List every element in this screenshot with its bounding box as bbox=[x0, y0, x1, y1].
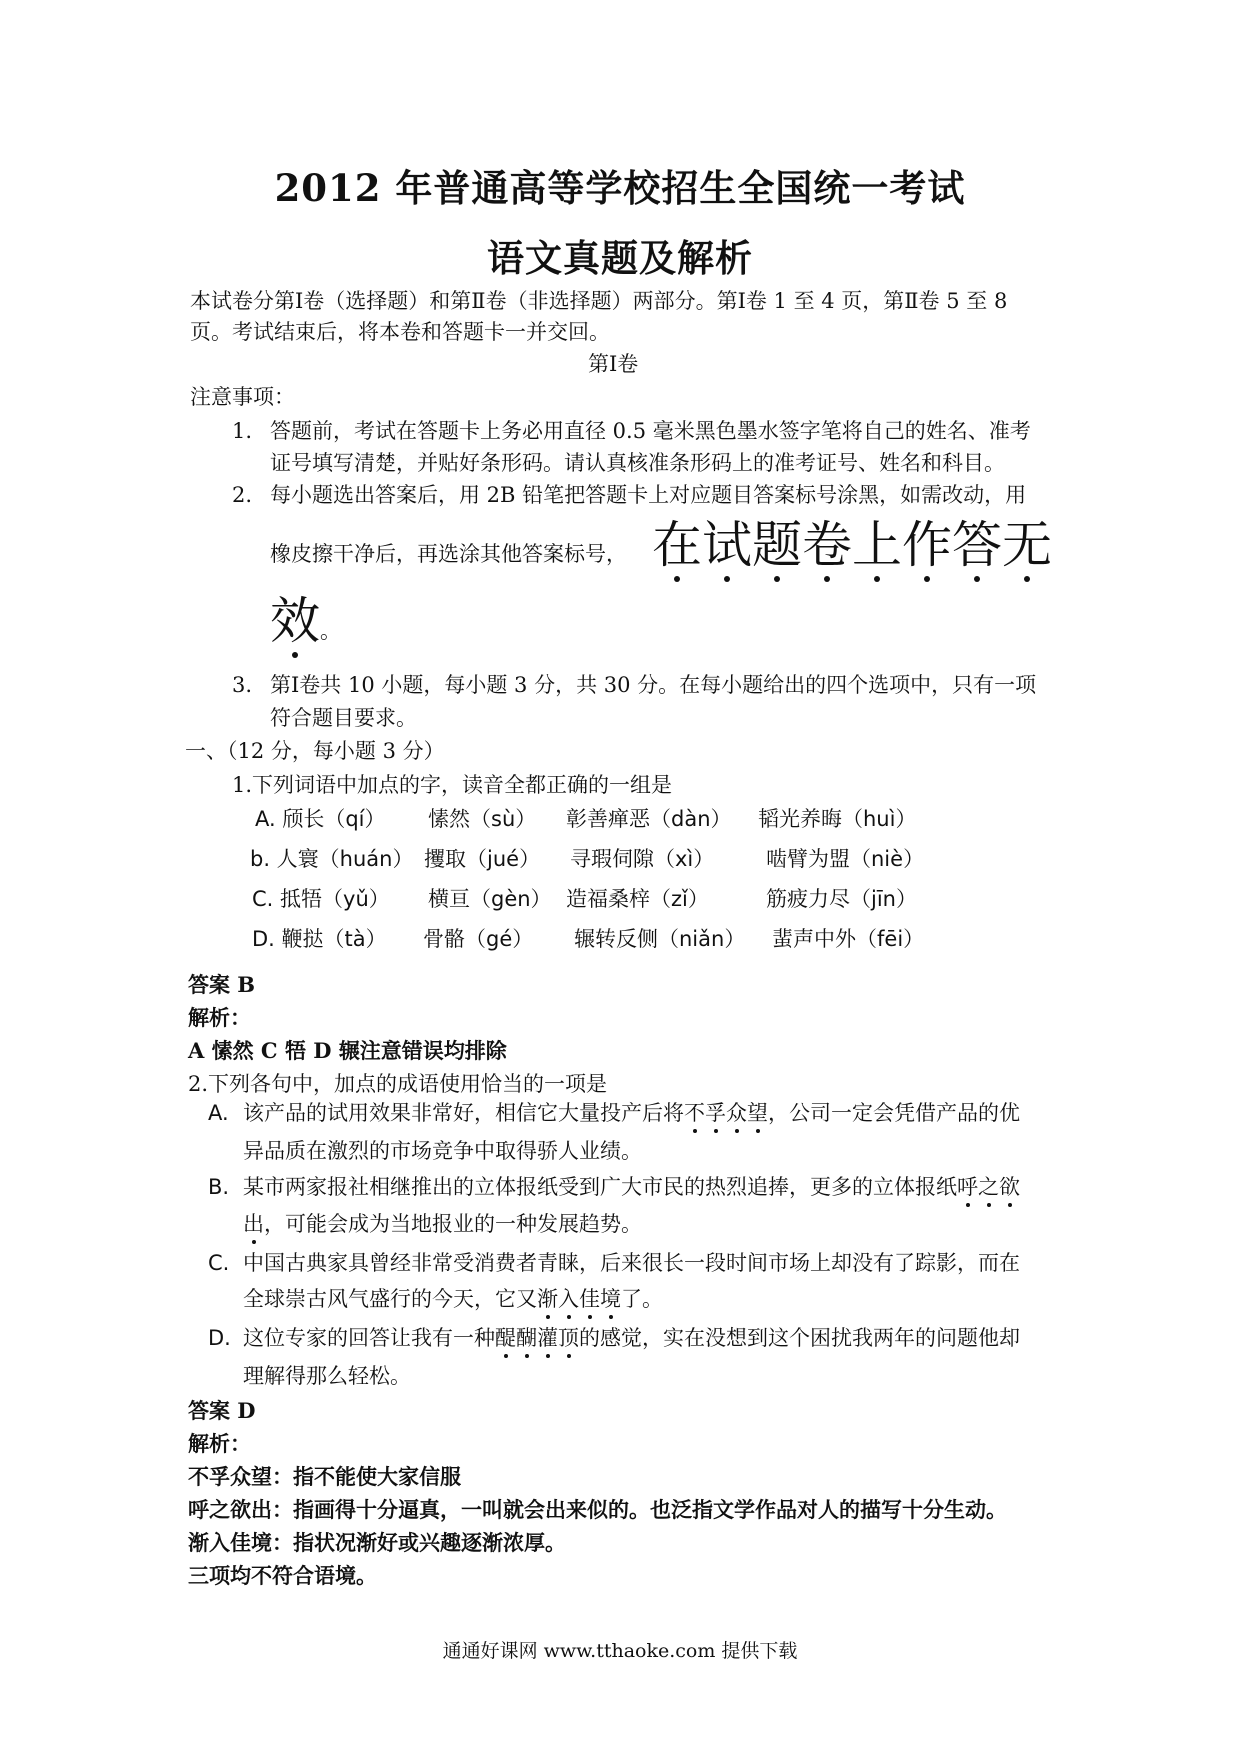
page-subtitle: 语文真题及解析 bbox=[487, 236, 753, 280]
q1-analysis-label: 解析： bbox=[188, 1005, 251, 1030]
page-footer: 通通好课网 www.tthaoke.com 提供下载 bbox=[442, 1640, 798, 1662]
q1-option-d-4: 蜚声中外（fēi） bbox=[772, 927, 925, 951]
q1-option-c-1: C. 抵牾（yǔ） bbox=[252, 887, 390, 911]
intro-line-1: 本试卷分第Ⅰ卷（选择题）和第Ⅱ卷（非选择题）两部分。第Ⅰ卷 1 至 4 页，第Ⅱ卷 5 至 8 bbox=[190, 289, 1008, 313]
emphasis-char: 效 bbox=[270, 592, 320, 650]
q1-option-d-3: 辗转反侧（niǎn） bbox=[574, 927, 746, 951]
q1-option-b-1: b. 人寰（huán） bbox=[250, 847, 414, 871]
note-2-number: 2. bbox=[232, 483, 253, 507]
q2-analysis-line-4: 三项均不符合语境。 bbox=[188, 1563, 377, 1588]
q2-answer: 答案 D bbox=[188, 1398, 256, 1423]
q2-option-b-line-2: 出，可能会成为当地报业的一种发展趋势。 bbox=[243, 1212, 642, 1236]
q2-analysis-line-1: 不孚众望：指不能使大家信服 bbox=[188, 1464, 461, 1489]
q1-analysis: A 愫然 C 牾 D 辗注意错误均排除 bbox=[188, 1038, 507, 1063]
note-3-line-1: 第Ⅰ卷共 10 小题，每小题 3 分，共 30 分。在每小题给出的四个选项中，只有一项 bbox=[270, 673, 1037, 697]
q2-option-c-label: C. bbox=[208, 1251, 230, 1275]
note-2-line-3 bbox=[270, 592, 341, 650]
emphasis-char: 卷 bbox=[802, 516, 852, 574]
q2-analysis-line-2: 呼之欲出：指画得十分逼真，一叫就会出来似的。也泛指文学作品对人的描写十分生动。 bbox=[188, 1497, 1007, 1522]
q1-option-c-2: 横亘（gèn） bbox=[428, 887, 552, 911]
emphasis-char: 渐 bbox=[537, 1287, 558, 1311]
emphasis-char: 呼 bbox=[957, 1175, 978, 1199]
q2-option-b-line-1: 某市两家报社相继推出的立体报纸受到广大市民的热烈追捧，更多的立体报纸呼之欲 bbox=[243, 1175, 1020, 1199]
note-2-line-2: 橡皮擦干净后，再选涂其他答案标号， bbox=[270, 542, 627, 566]
emphasis-char: 上 bbox=[852, 516, 902, 574]
note-2-line-1: 每小题选出答案后，用 2B 铅笔把答题卡上对应题目答案标号涂黑，如需改动，用 bbox=[270, 483, 1027, 507]
emphasis-char: 试 bbox=[702, 516, 752, 574]
emphasis-char: 题 bbox=[752, 516, 802, 574]
q1-answer: 答案 B bbox=[188, 972, 256, 997]
q2-option-a-line-2: 异品质在激烈的市场竞争中取得骄人业绩。 bbox=[243, 1139, 642, 1163]
emphasis-char: 不 bbox=[684, 1101, 705, 1125]
section-heading: 一、（12 分，每小题 3 分） bbox=[185, 739, 445, 763]
q1-option-a-3: 彰善瘅恶（dàn） bbox=[566, 807, 732, 831]
note-3-number: 3. bbox=[232, 673, 253, 697]
q2-stem: 2.下列各句中，加点的成语使用恰当的一项是 bbox=[188, 1072, 608, 1096]
note-3-line-2: 符合题目要求。 bbox=[270, 706, 417, 730]
emphasis-char: 佳 bbox=[579, 1287, 600, 1311]
note-1-line-1: 答题前，考试在答题卡上务必用直径 0.5 毫米黑色墨水签字笔将自己的姓名、准考 bbox=[270, 419, 1031, 443]
q2-option-c-line-2: 全球崇古风气盛行的今天，它又渐入佳境了。 bbox=[243, 1287, 663, 1311]
emphasis-char: 望 bbox=[747, 1101, 768, 1125]
q2-option-b-label: B. bbox=[208, 1175, 230, 1199]
q1-option-a-4: 韬光养晦（huì） bbox=[758, 807, 917, 831]
q2-option-c-line-1: 中国古典家具曾经非常受消费者青睐，后来很长一段时间市场上却没有了踪影，而在 bbox=[243, 1251, 1020, 1275]
q1-option-a-2: 愫然（sù） bbox=[428, 807, 537, 831]
volume-label: 第Ⅰ卷 bbox=[588, 352, 639, 376]
q2-analysis-line-3: 渐入佳境：指状况渐好或兴趣逐渐浓厚。 bbox=[188, 1530, 566, 1555]
q1-stem: 1.下列词语中加点的字，读音全都正确的一组是 bbox=[232, 773, 673, 797]
q2-analysis-label: 解析： bbox=[188, 1431, 251, 1456]
q2-option-d-line-1: 这位专家的回答让我有一种醍醐灌顶的感觉，实在没想到这个困扰我两年的问题他却 bbox=[243, 1326, 1020, 1350]
emphasis-char: 孚 bbox=[705, 1101, 726, 1125]
note-1-line-2: 证号填写清楚，并贴好条形码。请认真核准条形码上的准考证号、姓名和科目。 bbox=[270, 451, 1005, 475]
note-2-emphasis bbox=[652, 516, 1052, 574]
q1-option-b-3: 寻瑕伺隙（xì） bbox=[570, 847, 715, 871]
q1-option-c-4: 筋疲力尽（jīn） bbox=[766, 887, 917, 911]
note-2-tail: 。 bbox=[320, 619, 341, 643]
note-1-number: 1. bbox=[232, 419, 253, 443]
q2-option-a-line-1: 该产品的试用效果非常好，相信它大量投产后将不孚众望，公司一定会凭借产品的优 bbox=[243, 1101, 1020, 1125]
emphasis-char: 答 bbox=[952, 516, 1002, 574]
emphasis-char: 出 bbox=[243, 1212, 264, 1236]
page-title: 2012 年普通高等学校招生全国统一考试 bbox=[274, 166, 966, 210]
q2-option-d-label: D. bbox=[208, 1326, 231, 1350]
q1-option-d-2: 骨骼（gé） bbox=[423, 927, 534, 951]
q1-option-d-1: D. 鞭挞（tà） bbox=[252, 927, 387, 951]
notes-heading: 注意事项： bbox=[190, 385, 295, 409]
emphasis-char: 醍 bbox=[495, 1326, 516, 1350]
q1-option-c-3: 造福桑梓（zǐ） bbox=[566, 887, 709, 911]
q2-option-a-label: A. bbox=[208, 1101, 229, 1125]
emphasis-char: 众 bbox=[726, 1101, 747, 1125]
q1-option-b-4: 啮臂为盟（niè） bbox=[766, 847, 925, 871]
emphasis-char: 醐 bbox=[516, 1326, 537, 1350]
emphasis-char: 灌 bbox=[537, 1326, 558, 1350]
emphasis-char: 顶 bbox=[558, 1326, 579, 1350]
q1-option-b-2: 攫取（jué） bbox=[424, 847, 541, 871]
emphasis-char: 境 bbox=[600, 1287, 621, 1311]
emphasis-char: 入 bbox=[558, 1287, 579, 1311]
emphasis-char: 欲 bbox=[999, 1175, 1020, 1199]
q2-option-d-line-2: 理解得那么轻松。 bbox=[243, 1364, 411, 1388]
q1-option-a-1: A. 颀长（qí） bbox=[255, 807, 386, 831]
emphasis-char: 无 bbox=[1002, 516, 1052, 574]
emphasis-char: 之 bbox=[978, 1175, 999, 1199]
emphasis-char: 作 bbox=[902, 516, 952, 574]
intro-line-2: 页。考试结束后，将本卷和答题卡一并交回。 bbox=[190, 320, 610, 344]
emphasis-char: 在 bbox=[652, 516, 702, 574]
